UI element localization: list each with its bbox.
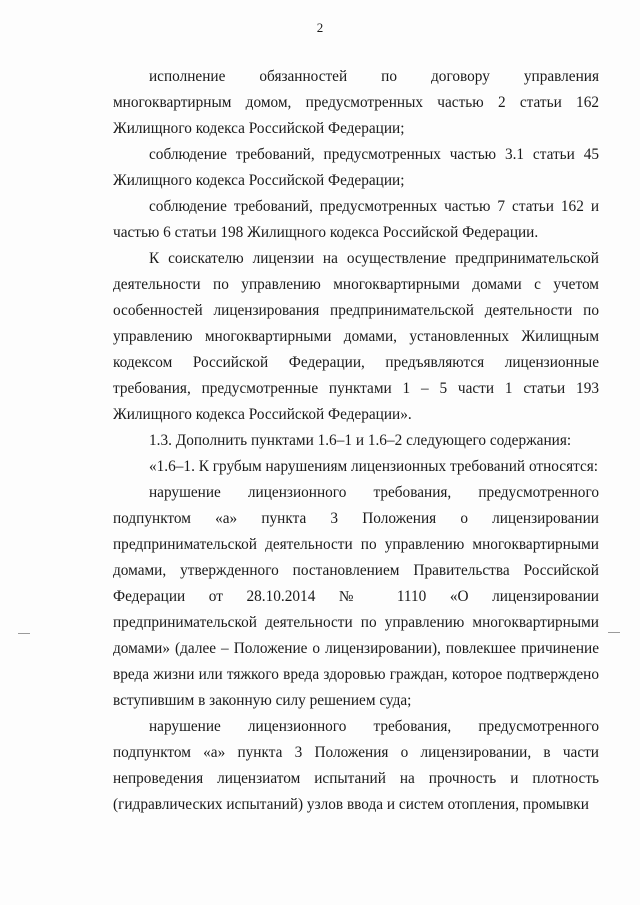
paragraph-violation-testing: нарушение лицензионного требования, предусмотренного подпунктом «а» пункта 3 Положения о лицензировании, в части непроведения лицензиатом испытаний на прочность и плотность (гидравлических испытаний) узлов ввода и систем отопления, промывки (113, 718, 599, 813)
paragraph-license-applicant: К соискателю лицензии на осуществление предпринимательской деятельности по управлению многоквартирными домами с учетом особенностей лицензирования предпринимательской деятельности по управлению многоквартирными домами, установленных Жилищным кодексом Российской Федерации, предъявляются лицензионные требования, предусмотренные пунктами 1 – 5 части 1 статьи 193 Жилищного кодекса Российской Федерации». (113, 250, 599, 423)
paragraph-amendment-1-3: 1.3. Дополнить пунктами 1.6–1 и 1.6–2 следующего содержания: (149, 432, 572, 449)
scan-margin-mark-right (608, 632, 620, 633)
paragraph-gross-violations-intro: «1.6–1. К грубым нарушениям лицензионных требований относятся: (149, 458, 599, 475)
page-number: 2 (316, 20, 324, 35)
paragraph-requirements-45: соблюдение требований, предусмотренных частью 3.1 статьи 45 Жилищного кодекса Российской Федерации; (113, 146, 599, 189)
paragraph-violation-harm: нарушение лицензионного требования, предусмотренного подпунктом «а» пункта 3 Положения о лицензировании предпринимательской деятельности по управлению многоквартирными домами, утвержденного постановлением Правительства Российской Федерации от 28.10.2014 № 1110 «О лицензировании предпринимательской деятельности по управлению многоквартирными домами» (далее – Положение о лицензировании), повлекшее причинение вреда жизни или тяжкого вреда здоровью граждан, которое подтверждено вступившим в законную силу решением суда; (113, 484, 599, 709)
scan-margin-mark-left (18, 633, 30, 634)
document-body (113, 64, 599, 818)
paragraph-obligations: исполнение обязанностей по договору управления многоквартирным домом, предусмотренных частью 2 статьи 162 Жилищного кодекса Российской Федерации; (113, 68, 599, 137)
paragraph-requirements-162-198: соблюдение требований, предусмотренных частью 7 статьи 162 и частью 6 статьи 198 Жилищного кодекса Российской Федерации. (113, 198, 599, 241)
